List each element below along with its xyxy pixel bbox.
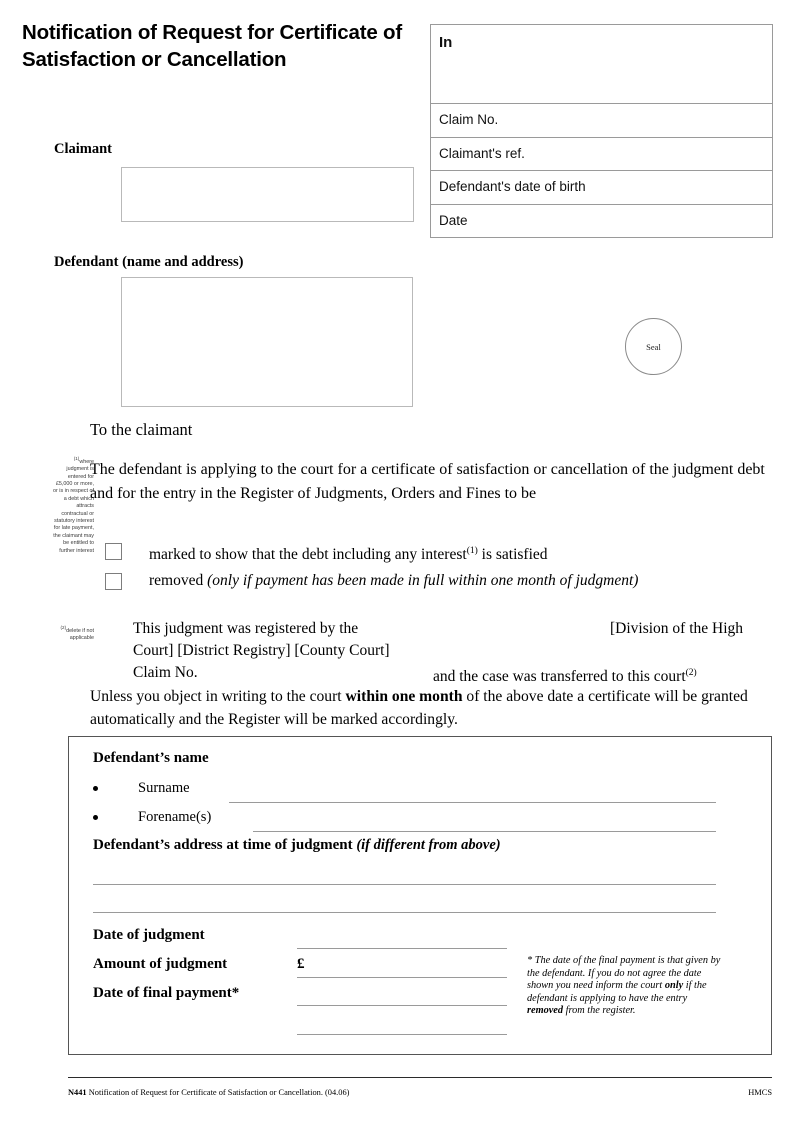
objection-part-1: Unless you object in writing to the court: [90, 688, 346, 705]
seal-icon: [625, 318, 682, 375]
option-removed-text: removed: [149, 572, 208, 589]
date-of-final-payment-input[interactable]: [297, 1005, 507, 1006]
surname-input[interactable]: [229, 802, 716, 803]
footer-agency: HMCS: [748, 1088, 772, 1097]
registration-line-1-right: [Division of the High: [610, 620, 744, 637]
registration-block: [133, 617, 793, 686]
registration-line-3: [133, 661, 793, 686]
seal-label: Seal: [646, 341, 661, 352]
defendant-address-heading-text: Defendant’s address at time of judgment: [93, 837, 357, 853]
court-details-row-claimants-ref[interactable]: Claimant's ref.: [431, 138, 772, 172]
court-details-table: [430, 24, 773, 238]
defendant-name-address-box[interactable]: [121, 277, 413, 407]
registration-line-2: Court] [District Registry] [County Court]: [133, 642, 390, 659]
registration-transferred-label: and the case was transferred to this court: [433, 668, 686, 686]
final-payment-footnote-emphasis-removed: removed: [527, 1005, 564, 1017]
final-payment-footnote-part-2: if the defendant is applying to have the entry: [527, 980, 707, 1004]
margin-footnote-2-text: delete if not applicable: [66, 627, 94, 642]
address-line-2-input[interactable]: [93, 912, 716, 913]
option-marked-text: marked to show that the debt including any interest: [149, 546, 467, 564]
registration-line-1: [133, 617, 793, 639]
amount-of-judgment-label: Amount of judgment: [93, 956, 228, 972]
to-the-claimant-heading: To the claimant: [90, 420, 193, 439]
intro-paragraph: The defendant is applying to the court for a certificate of satisfaction or cancellation of the judgment debt and for the entry in the Register of Judgments, Orders and Fines to be: [90, 461, 765, 502]
court-details-row-date[interactable]: Date: [431, 205, 772, 239]
court-details-row-claim-no[interactable]: Claim No.: [431, 104, 772, 138]
margin-footnote-2: [52, 624, 94, 643]
footer-form-reference: [68, 1088, 349, 1097]
court-details-row-in[interactable]: In: [431, 25, 772, 104]
claimant-name-address-box[interactable]: [121, 167, 414, 222]
objection-paragraph: [90, 685, 790, 731]
defendant-name-heading: Defendant’s name: [93, 750, 209, 766]
margin-footnote-1: [52, 455, 94, 555]
footer-divider: [68, 1077, 772, 1078]
option-marked-footnote-marker: (1): [466, 546, 478, 556]
defendant-label: Defendant (name and address): [54, 254, 244, 270]
footer-form-description: Notification of Request for Certificate of Satisfaction or Cancellation. (04.06): [86, 1088, 350, 1097]
footer-form-code: N441: [68, 1088, 87, 1097]
registration-line-1-left: This judgment was registered by the: [133, 620, 359, 637]
margin-footnote-2-marker: (2): [60, 625, 67, 630]
bullet-icon: [93, 786, 98, 791]
option-removed-label: [149, 572, 638, 589]
final-payment-footnote-part-1: * The date of the final payment is that given by the defendant. If you do not agree the date shown you need inform the court: [527, 955, 721, 992]
date-of-judgment-label: Date of judgment: [93, 927, 205, 943]
option-removed-condition: (only if payment has been made in full within one month of judgment): [207, 572, 639, 589]
final-payment-footnote-part-3: from the register.: [563, 1005, 636, 1017]
checkbox-marked[interactable]: [105, 543, 122, 560]
option-row-marked[interactable]: [105, 540, 548, 566]
date-of-judgment-input[interactable]: [297, 948, 507, 949]
final-payment-footnote-emphasis-only: only: [664, 980, 684, 992]
registration-claim-no-label: Claim No.: [133, 664, 198, 681]
page-title: Notification of Request for Certificate of Satisfaction or Cancellation: [22, 21, 402, 71]
option-marked-tail: is satisfied: [477, 546, 548, 564]
court-details-row-defendant-dob[interactable]: Defendant's date of birth: [431, 171, 772, 205]
amount-of-judgment-input[interactable]: [297, 977, 507, 978]
defendant-address-heading: [93, 837, 501, 854]
objection-part-2: of the above date a certificate will be granted automatically and the Register will be marked accordingly.: [90, 688, 748, 728]
final-payment-footnote: [527, 955, 723, 1018]
margin-footnote-1-marker: (1): [73, 456, 80, 461]
claimant-label: Claimant: [54, 141, 112, 157]
bullet-icon: [93, 815, 98, 820]
option-row-removed[interactable]: [105, 570, 638, 592]
defendant-details-box: [68, 736, 772, 1055]
defendant-address-heading-note: (if different from above): [356, 837, 501, 853]
margin-footnote-1-text: where judgment is entered for £5,000 or more, or is in respect of a debt which attracts contractual or statutory interest for late payment, the claimant may be entitled to further interest: [52, 458, 94, 554]
forename-label: Forename(s): [138, 809, 212, 825]
date-of-final-payment-label: Date of final payment*: [93, 985, 240, 1001]
currency-symbol: £: [297, 956, 305, 972]
address-line-1-input[interactable]: [93, 884, 716, 885]
registration-footnote-marker: (2): [685, 668, 697, 678]
objection-deadline: within one month: [345, 688, 463, 705]
option-marked-label: [149, 546, 548, 563]
surname-label: Surname: [138, 780, 190, 796]
extra-input[interactable]: [297, 1034, 507, 1035]
forename-input[interactable]: [253, 831, 716, 832]
checkbox-removed[interactable]: [105, 573, 122, 590]
